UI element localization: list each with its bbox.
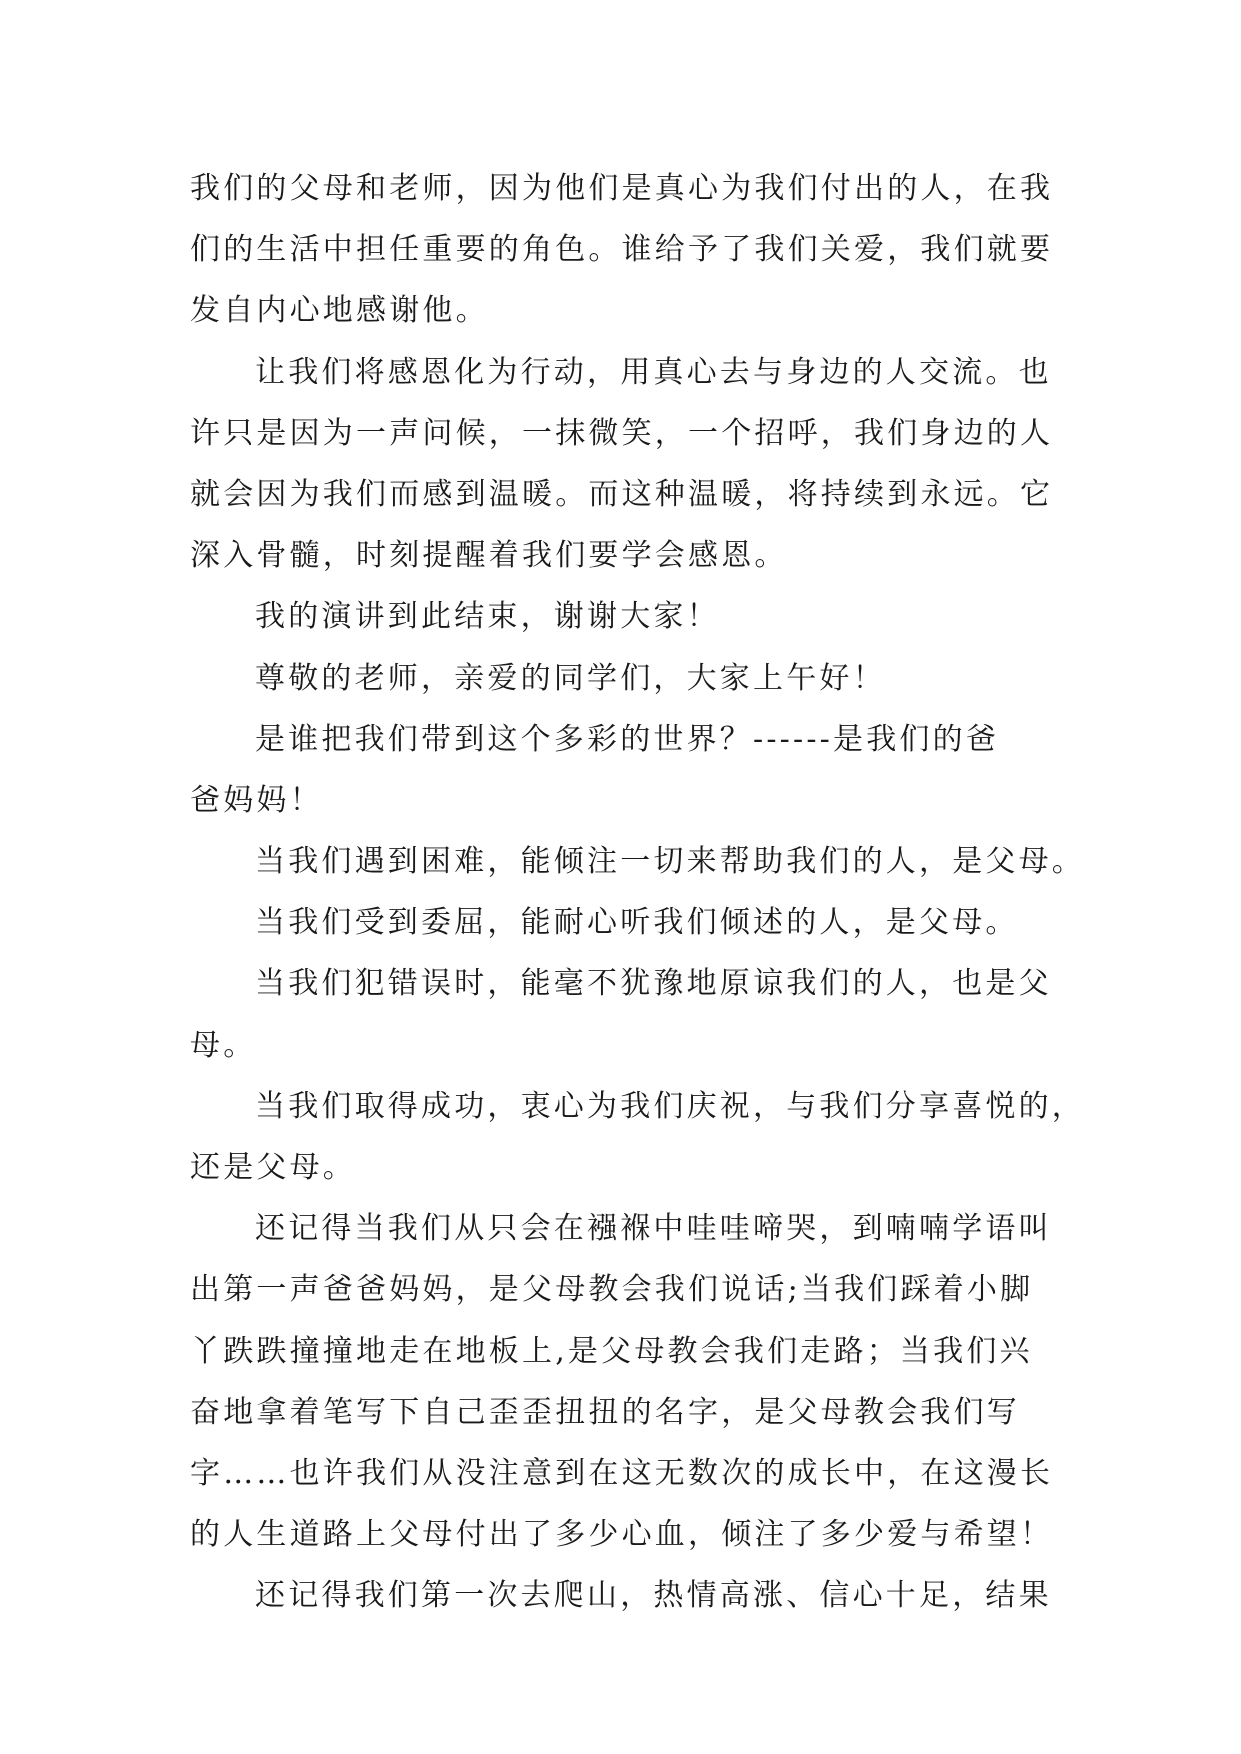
text-line: 母。 xyxy=(190,1027,257,1063)
text-line: 尊敬的老师，亲爱的同学们，大家上午好！ xyxy=(255,660,886,696)
text-line: 出第一声爸爸妈妈，是父母教会我们说话;当我们踩着小脚 xyxy=(190,1272,1034,1308)
text-line: 丫跌跌撞撞地走在地板上,是父母教会我们走路；当我们兴 xyxy=(190,1333,1033,1369)
text-line: 当我们遇到困难，能倾注一切来帮助我们的人，是父母。 xyxy=(255,844,1085,880)
text-line: 当我们受到委屈，能耐心听我们倾述的人，是父母。 xyxy=(255,905,1019,941)
text-line: 爸妈妈！ xyxy=(190,782,323,818)
text-line: 还记得我们第一次去爬山，热情高涨、信心十足，结果 xyxy=(255,1578,1052,1614)
text-line: 的人生道路上父母付出了多少心血，倾注了多少爱与希望！ xyxy=(190,1517,1054,1553)
text-line: 是谁把我们带到这个多彩的世界？------是我们的爸 xyxy=(255,721,1000,757)
text-line: 我的演讲到此结束，谢谢大家！ xyxy=(255,599,720,635)
document-body xyxy=(190,158,1085,1627)
text-line: 发自内心地感谢他。 xyxy=(190,293,489,329)
text-line: 当我们取得成功，衷心为我们庆祝，与我们分享喜悦的， xyxy=(255,1088,1085,1124)
text-line: 深入骨髓，时刻提醒着我们要学会感恩。 xyxy=(190,538,788,574)
text-line: 们的生活中担任重要的角色。谁给予了我们关爱，我们就要 xyxy=(190,232,1054,268)
text-line: 当我们犯错误时，能毫不犹豫地原谅我们的人，也是父 xyxy=(255,966,1052,1002)
text-line: 让我们将感恩化为行动，用真心去与身边的人交流。也 xyxy=(255,354,1052,390)
text-line: 字……也许我们从没注意到在这无数次的成长中，在这漫长 xyxy=(190,1455,1054,1491)
text-line: 许只是因为一声问候，一抹微笑，一个招呼，我们身边的人 xyxy=(190,415,1054,451)
text-line: 还记得当我们从只会在襁褓中哇哇啼哭，到喃喃学语叫 xyxy=(255,1211,1052,1247)
text-line: 还是父母。 xyxy=(190,1150,356,1185)
text-line: 奋地拿着笔写下自己歪歪扭扭的名字，是父母教会我们写 xyxy=(190,1394,1020,1430)
text-line: 我们的父母和老师，因为他们是真心为我们付出的人，在我 xyxy=(190,171,1054,206)
text-line: 就会因为我们而感到温暖。而这种温暖，将持续到永远。它 xyxy=(190,476,1054,512)
